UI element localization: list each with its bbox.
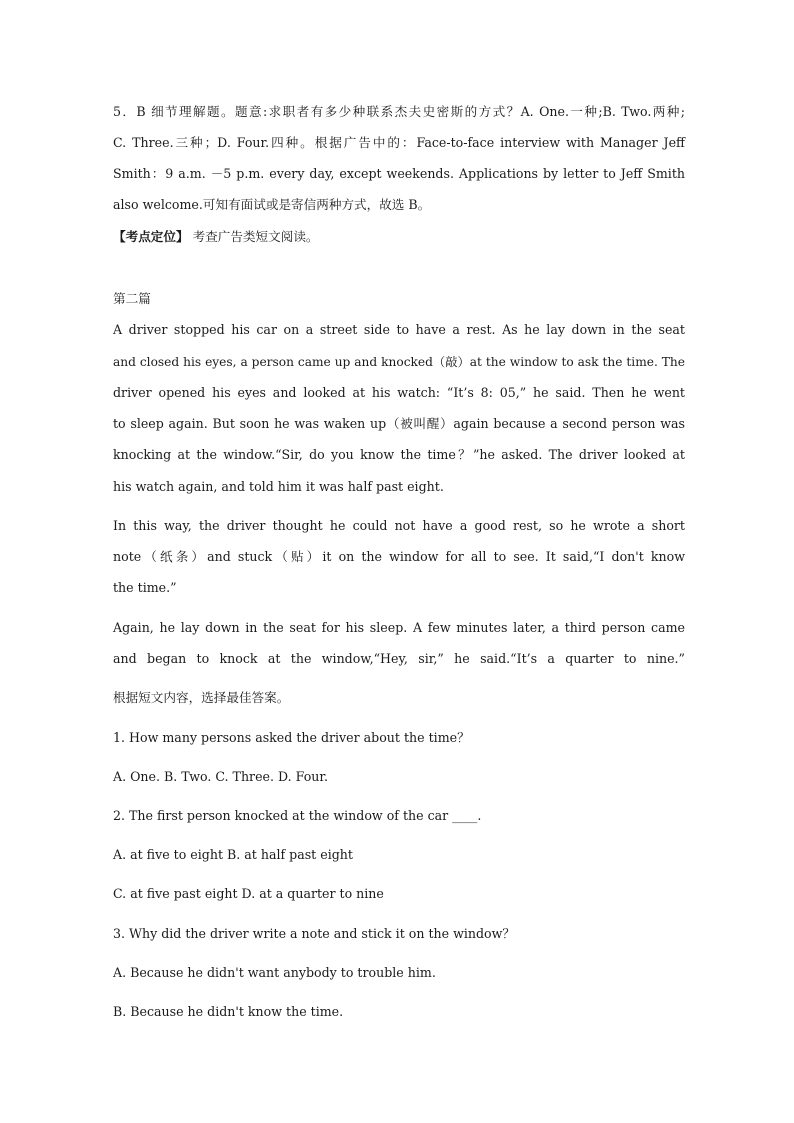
passage-p1-line-3: driver opened his eyes and looked at his watch: “It’s 8: 05,” he said. Then he went xyxy=(113,385,685,400)
explanation-line-1: 5．B 细节理解题。题意:求职者有多少种联系杰夫史密斯的方式？A. One.一种;B. Two.两种; xyxy=(113,104,685,119)
question-2-options-ab: A. at five to eight B. at half past eight xyxy=(113,847,353,862)
question-3: 3. Why did the driver write a note and stick it on the window？ xyxy=(113,926,516,941)
kaodian-text: 考查广告类短文阅读。 xyxy=(188,229,319,244)
passage-p3-line-2: and began to knock at the window,“Hey, sir,” he said.“It’s a quarter to nine.” xyxy=(113,651,685,666)
passage-p1-line-4: to sleep again. But soon he was waken up（被叫醒）again because a second person was xyxy=(113,416,685,431)
question-1: 1. How many persons asked the driver about the time？ xyxy=(113,730,470,745)
passage-p1-line-2: and closed his eyes, a person came up and knocked（敲）at the window to ask the time. The xyxy=(113,355,685,369)
question-3-option-a: A. Because he didn't want anybody to trouble him. xyxy=(113,965,436,980)
explanation-line-4: also welcome.可知有面试或是寄信两种方式，故选 B。 xyxy=(113,197,431,212)
passage-p2-line-1: In this way, the driver thought he could not have a good rest, so he wrote a short xyxy=(113,518,685,533)
question-2-options-cd: C. at five past eight D. at a quarter to nine xyxy=(113,886,384,901)
passage-p1-line-6: his watch again, and told him it was half past eight. xyxy=(113,479,444,494)
instruction: 根据短文内容，选择最佳答案。 xyxy=(113,690,290,705)
question-3-option-b: B. Because he didn't know the time. xyxy=(113,1004,344,1019)
explanation-line-3: Smith：9 a.m. －5 p.m. every day, except weekends. Applications by letter to Jeff Smith xyxy=(113,166,685,181)
passage-p1-line-5: knocking at the window.“Sir, do you know the time？”he asked. The driver looked at xyxy=(113,447,685,462)
question-1-options: A. One. B. Two. C. Three. D. Four. xyxy=(113,769,329,784)
passage-p2-line-3: the time.” xyxy=(113,580,177,595)
kaodian-line xyxy=(113,229,685,245)
passage-p3-line-1: Again, he lay down in the seat for his sleep. A few minutes later, a third person came xyxy=(113,620,685,635)
explanation-line-2: C. Three.三种；D. Four.四种。根据广告中的：Face-to-face interview with Manager Jeff xyxy=(113,135,685,150)
question-2: 2. The first person knocked at the window of the car ____. xyxy=(113,808,482,823)
passage-p1-line-1: A driver stopped his car on a street side to have a rest. As he lay down in the seat xyxy=(113,322,685,337)
passage-p2-line-2: note（纸条）and stuck（贴）it on the window for all to see. It said,“I don't know xyxy=(113,549,685,564)
kaodian-label: 【考点定位】 xyxy=(113,229,189,244)
section-title: 第二篇 xyxy=(113,291,151,306)
